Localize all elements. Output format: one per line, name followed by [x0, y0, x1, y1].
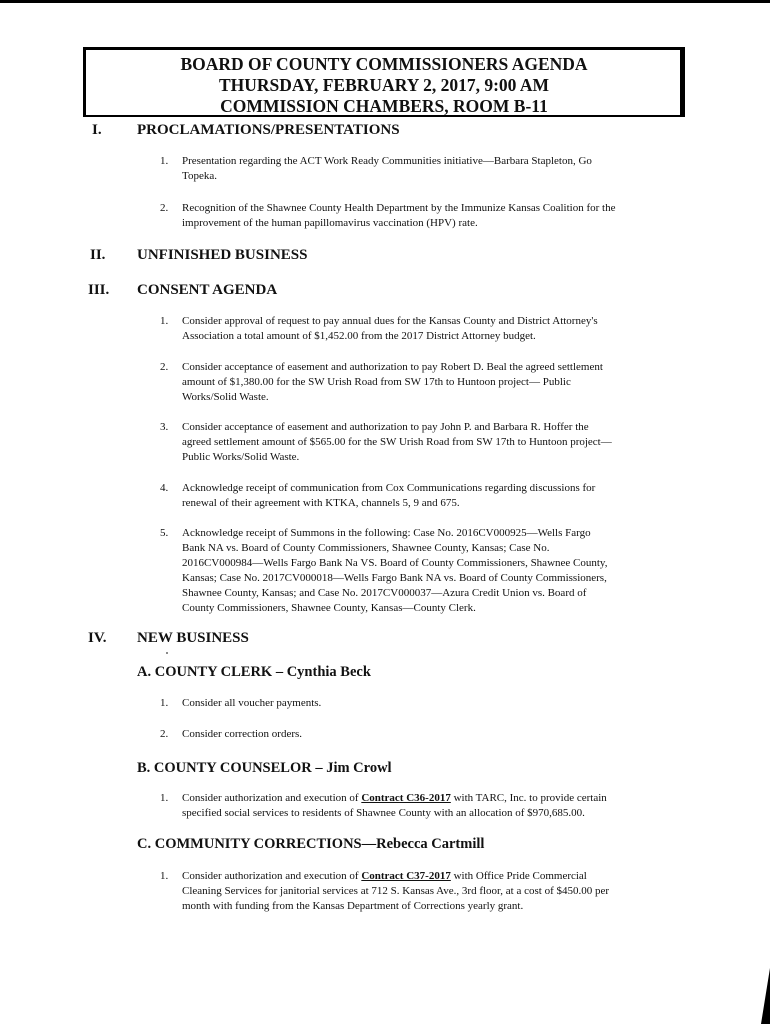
meeting-date: THURSDAY, FEBRUARY 2, 2017, 9:00 AM [219, 75, 549, 95]
item-text: Topeka. [182, 170, 217, 182]
item-text: County Commissioners, Shawnee County, Kansas—County Clerk. [182, 602, 476, 614]
item-text: Consider acceptance of easement and authorization to pay John P. and Barbara R. Hoffer the [182, 421, 589, 433]
stray-mark [166, 652, 168, 654]
item-text: Works/Solid Waste. [182, 391, 269, 403]
item-text: Consider correction orders. [182, 728, 303, 740]
scan-edge-mark [761, 968, 770, 1024]
item-text-lead: Consider authorization and execution of [182, 870, 362, 882]
item-text: specified social services to residents of Shawnee County with an allocation of $970,685.00. [182, 807, 585, 819]
item-number: 1. [160, 792, 169, 804]
item-number: 2. [160, 361, 169, 373]
item-text: Consider approval of request to pay annual dues for the Kansas County and District Attorney's [182, 315, 598, 327]
top-edge-line [0, 0, 770, 3]
item-text: renewal of their agreement with KTKA, channels 5, 9 and 675. [182, 497, 460, 509]
item-text: Shawnee County, Kansas; and Case No. 2017CV000037—Azura Credit Union vs. Board of [182, 587, 587, 599]
section-number: III. [88, 282, 110, 298]
subsection-title: A. COUNTY CLERK – Cynthia Beck [137, 664, 371, 680]
item-number: 1. [160, 697, 169, 709]
item-number: 2. [160, 202, 169, 214]
section-number: IV. [88, 630, 107, 646]
item-text: improvement of the human papillomavirus vaccination (HPV) rate. [182, 217, 478, 229]
item-text: Consider acceptance of easement and authorization to pay Robert D. Beal the agreed settlement [182, 361, 603, 373]
item-text: amount of $1,380.00 for the SW Urish Road from SW 17th to Huntoon project— Public [182, 376, 571, 388]
contract-link[interactable]: Contract C37-2017 [361, 870, 451, 882]
section-title: NEW BUSINESS [137, 630, 249, 646]
item-text: month with funding from the Kansas Department of Corrections yearly grant. [182, 900, 524, 912]
item-text: 2016CV000984—Wells Fargo Bank Na VS. Board of County Commissioners, Shawnee County, [182, 557, 608, 569]
item-text-lead: Consider authorization and execution of [182, 792, 362, 804]
item-text: Acknowledge receipt of Summons in the following: Case No. 2016CV000925—Wells Fargo [182, 527, 591, 539]
item-text: Acknowledge receipt of communication from Cox Communications regarding discussions for [182, 482, 596, 494]
item-text [182, 791, 607, 806]
item-number: 2. [160, 728, 169, 740]
item-text: agreed settlement amount of $565.00 for the SW Urish Road from SW 17th to Huntoon project— [182, 436, 612, 448]
item-text: Association a total amount of $1,452.00 from the 2017 District Attorney budget. [182, 330, 536, 342]
item-text: Kansas; Case No. 2017CV000018—Wells Fargo Bank NA vs. Board of County Commissioners, [182, 572, 607, 584]
item-number: 1. [160, 870, 169, 882]
item-text: Recognition of the Shawnee County Health Department by the Immunize Kansas Coalition for the [182, 202, 616, 214]
item-number: 1. [160, 155, 169, 167]
item-text: Public Works/Solid Waste. [182, 451, 300, 463]
agenda-title: BOARD OF COUNTY COMMISSIONERS AGENDA [180, 54, 588, 74]
item-number: 1. [160, 315, 169, 327]
meeting-location: COMMISSION CHAMBERS, ROOM B-11 [220, 96, 548, 116]
item-text: Consider all voucher payments. [182, 697, 322, 709]
item-number: 5. [160, 527, 169, 539]
item-text [182, 869, 587, 884]
subsection-title: B. COUNTY COUNSELOR – Jim Crowl [137, 760, 392, 776]
section-title: UNFINISHED BUSINESS [137, 247, 308, 263]
item-text-tail: with TARC, Inc. to provide certain [450, 792, 607, 804]
section-number: I. [92, 122, 102, 138]
section-title: CONSENT AGENDA [137, 282, 278, 298]
item-number: 4. [160, 482, 169, 494]
section-title: PROCLAMATIONS/PRESENTATIONS [137, 122, 400, 138]
item-text: Presentation regarding the ACT Work Ready Communities initiative—Barbara Stapleton, Go [182, 155, 592, 167]
item-text-tail: with Office Pride Commercial [450, 870, 587, 882]
section-number: II. [90, 247, 106, 263]
item-text: Bank NA vs. Board of County Commissioners, Shawnee County, Kansas; Case No. [182, 542, 550, 554]
item-number: 3. [160, 421, 169, 433]
subsection-title: C. COMMUNITY CORRECTIONS—Rebecca Cartmill [137, 836, 485, 852]
item-text: Cleaning Services for janitorial services at 712 S. Kansas Ave., 3rd floor, at a cost of $450.00 per [182, 885, 610, 897]
contract-link[interactable]: Contract C36-2017 [361, 792, 451, 804]
